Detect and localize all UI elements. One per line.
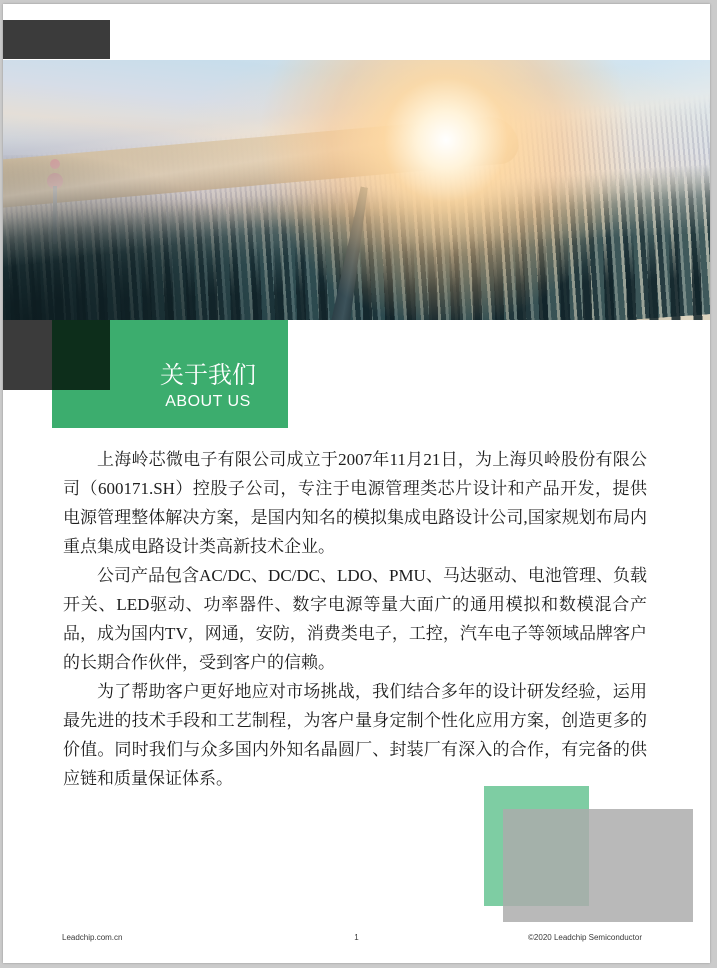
bottom-gray-rectangle <box>503 809 693 922</box>
section-title-zh: 关于我们 <box>160 362 256 389</box>
section-title-en: ABOUT US <box>165 393 251 410</box>
about-text-block <box>63 445 647 793</box>
page-footer <box>3 931 710 945</box>
footer-website: Leadchip.com.cn <box>62 933 123 942</box>
footer-page-number: 1 <box>354 933 359 942</box>
about-paragraph: 公司产品包含AC/DC、DC/DC、LDO、PMU、马达驱动、电池管理、负载开关、LED驱动、功率器件、数字电源等量大面广的通用模拟和数模混合产品，成为国内TV，网通，安防，消费类电子，工控，汽车电子等领域品牌客户的长期合作伙伴，受到客户的信赖。 <box>63 566 647 672</box>
document-page <box>3 4 710 963</box>
hero-photo <box>3 60 710 320</box>
section-banner <box>52 320 288 428</box>
photo-sun-glow-layer <box>3 60 710 320</box>
about-paragraph: 为了帮助客户更好地应对市场挑战，我们结合多年的设计研发经验，运用最先进的技术手段和工艺制程，为客户量身定制个性化应用方案，创造更多的价值。同时我们与众多国内外知名晶圆厂、封装厂有深入的合作，有完备的供应链和质量保证体系。 <box>63 682 647 788</box>
top-accent-square <box>3 20 110 59</box>
banner-text-block <box>52 320 288 411</box>
about-paragraph: 上海岭芯微电子有限公司成立于2007年11月21日，为上海贝岭股份有限公司（600171.SH）控股子公司，专注于电源管理类芯片设计和产品开发，提供电源管理整体解决方案，是国内知名的模拟集成电路设计公司,国家规划布局内重点集成电路设计类高新技术企业。 <box>63 450 647 556</box>
footer-copyright: ©2020 Leadchip Semiconductor <box>528 933 642 942</box>
